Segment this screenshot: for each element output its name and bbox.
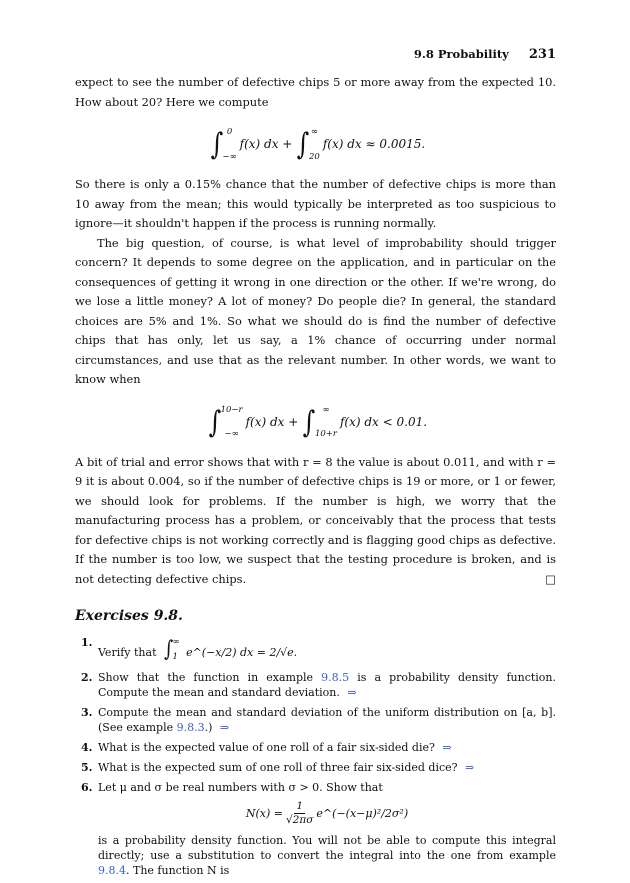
example-link[interactable]: 9.8.5 [321,670,350,684]
exercises-heading: Exercises 9.8. [75,608,183,624]
paragraph-2: So there is only a 0.15% chance that the number of defective chips is more than 10 away from the mean; this would typically be interpreted as too suspicious to ignore—it shouldn't happen if the process is running normally. [75,177,556,230]
section-title: 9.8 Probability [413,47,509,61]
qed-box-icon: □ [545,571,556,586]
main-text [75,73,556,883]
exercise-item: 6. Let μ and σ be real numbers with σ > 0. Show that N(x) = $\frac{1}{√2\pi\sigma}$ e^(−(x−μ)²/2σ²) is a probability density function. You will not be able to compute this integral directly; use a substitution to convert the integral into the one from example 9.8.4. The function N is [81,780,556,877]
paragraph-1: expect to see the number of defective chips 5 or more away from the expected 10. How about 20? Here we compute [75,75,556,109]
page-number: 231 [528,47,556,62]
equation-1: ∫ 0 −∞ f(x) dx + ∫ ∞ 20 f(x) dx ≈ 0.0015. [210,127,426,162]
example-link[interactable]: 9.8.4 [98,863,126,877]
paragraph-3: The big question, of course, is what level of improbability should trigger concern? It depends to some degree on the application, and in particular on the consequences of getting it wrong in one direction or the other. If we're wrong, do we lose a little money? A lot of money? Do people die? In general, the standard choices are 5% and 1%. So what we should do is find the number of defective chips that has only, let us say, a 1% chance of occurring under normal circumstances, and use that as the relevant number. In other words, we want to know when [75,235,556,386]
exercise-item: 5. What is the expected sum of one roll of three fair six-sided dice? ⇒ [81,760,475,774]
paragraph-4: A bit of trial and error shows that with r = 8 the value is about 0.011, and with r = 9 it is about 0.004, so if the number of defective chips is 19 or more, or 1 or fewer, we should look for problems. If the number is high, we worry that the manufacturing process has a problem, or conceivably that the process that tests for defective chips is not working correctly and is flagging good chips as defective. If the number is too low, we suspect that the testing procedure is broken, and is not detecting defective chips. □ [75,453,556,590]
exercise-item: 4. What is the expected value of one roll of a fair six-sided die? ⇒ [81,740,452,754]
equation-2: ∫ 10−r −∞ f(x) dx + ∫ ∞ 10+r f(x) dx < 0.01. [208,404,428,440]
exercise-item: 1. Verify that ∫ ∞ 1 e^(−x/2) dx = 2/√e. [81,635,298,662]
example-link[interactable]: 9.8.3 [176,720,205,734]
solution-arrow-icon[interactable]: ⇒ [219,720,230,734]
exercise-item: 2. Show that the function in example 9.8.5 is a probability density function. Compute the mean and standard deviation. ⇒ [81,670,557,699]
solution-arrow-icon[interactable]: ⇒ [347,685,357,699]
normal-density-formula: N(x) = $\frac{1}{√2\pi\sigma}$ e^(−(x−μ)²/2σ²) [245,799,409,826]
solution-arrow-icon[interactable]: ⇒ [465,760,475,774]
solution-arrow-icon[interactable]: ⇒ [442,740,452,754]
exercise-item: 3. Compute the mean and standard deviation of the uniform distribution on [a, b]. (See example 9.8.3.) ⇒ [81,705,556,734]
exercise-list [75,635,556,878]
running-header [414,47,556,62]
